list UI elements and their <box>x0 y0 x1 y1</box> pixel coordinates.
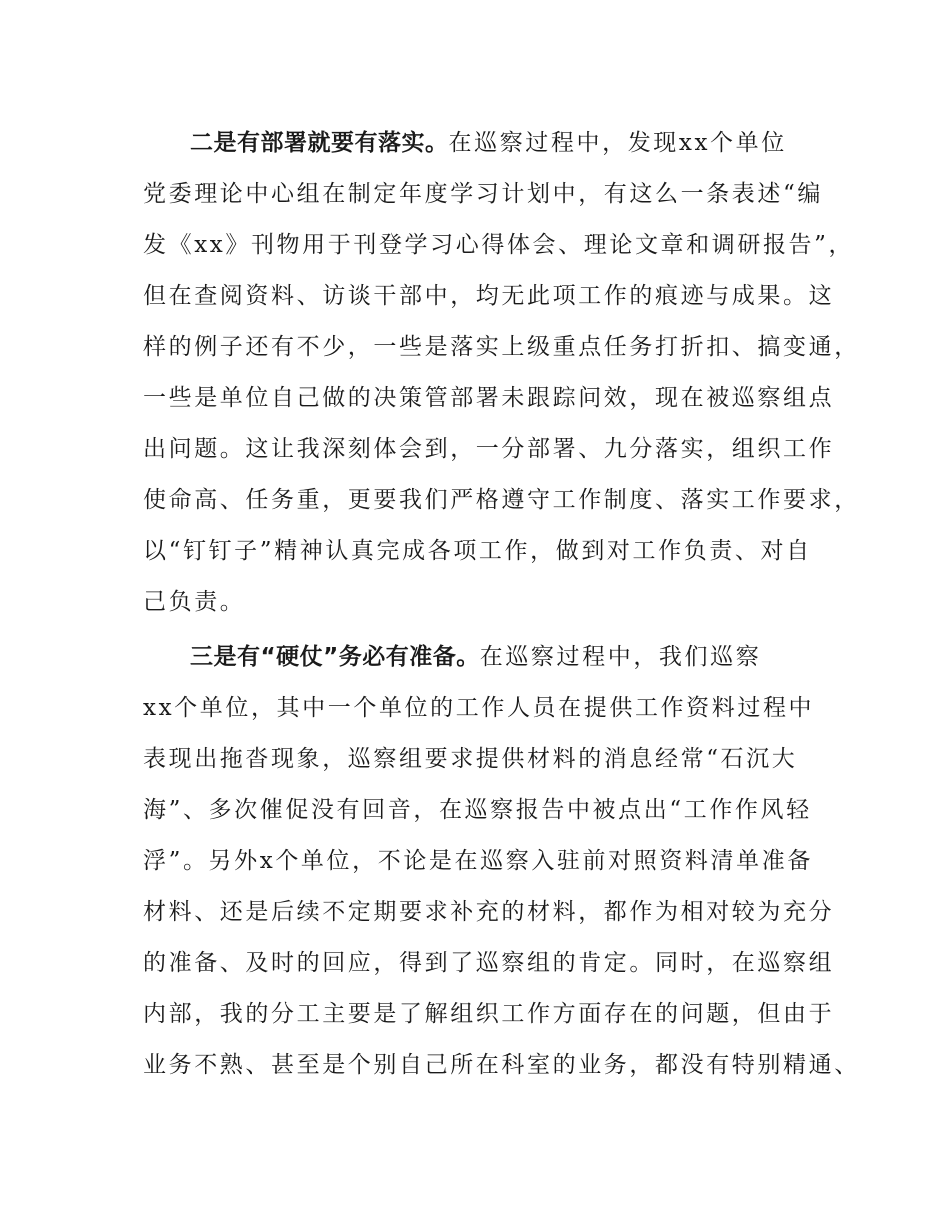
paragraph-line: 以“钉钉子”精神认真完成各项工作，做到对工作负责、对自 <box>143 538 812 564</box>
paragraph-line: 但在查阅资料、访谈干部中，均无此项工作的痕迹与成果。这 <box>143 283 835 309</box>
paragraph-line: 发《xx》刊物用于刊登学习心得体会、理论文章和调研报告”， <box>143 232 855 258</box>
paragraph-line: 己负责。 <box>143 589 246 615</box>
paragraph-first-line <box>143 632 833 683</box>
paragraph-line: 样的例子还有不少，一些是落实上级重点任务打折扣、搞变通， <box>143 334 860 360</box>
paragraph-line: 材料、还是后续不定期要求补充的材料，都作为相对较为充分 <box>143 899 835 925</box>
paragraph-lead-heading: 三是有“硬仗”务必有准备。 <box>190 644 480 670</box>
paragraph-line: 党委理论中心组在制定年度学习计划中，有这么一条表述“编 <box>143 181 823 207</box>
paragraph-line: 使命高、任务重，更要我们严格遵守工作制度、落实工作要求， <box>143 487 860 513</box>
paragraph-line: 出问题。这让我深刻体会到，一分部署、九分落实，组织工作 <box>143 436 835 462</box>
paragraph-lead-heading: 二是有部署就要有落实。 <box>190 130 449 156</box>
paragraph-line: 浮”。另外x个单位，不论是在巡察入驻前对照资料清单准备 <box>143 848 813 874</box>
paragraph-line: 的准备、及时的回应，得到了巡察组的肯定。同时，在巡察组 <box>143 950 835 976</box>
paragraph-line: 内部，我的分工主要是了解组织工作方面存在的问题，但由于 <box>143 1001 835 1027</box>
paragraph-deployment-implementation <box>143 118 860 628</box>
paragraph-hard-battle-preparation <box>143 632 860 1091</box>
paragraph-line: xx个单位，其中一个单位的工作人员在提供工作资料过程中 <box>143 695 815 721</box>
paragraph-line: 业务不熟、甚至是个别自己所在科室的业务，都没有特别精通、 <box>143 1052 860 1078</box>
paragraph-line-text: 在巡察过程中，发现xx个单位 <box>448 130 787 156</box>
paragraph-line: 海”、多次催促没有回音，在巡察报告中被点出“工作作风轻 <box>143 797 812 823</box>
paragraph-line: 表现出拖沓现象，巡察组要求提供材料的消息经常“石沉大 <box>143 746 798 772</box>
paragraph-line: 一些是单位自己做的决策管部署未跟踪问效，现在被巡察组点 <box>143 385 835 411</box>
paragraph-first-line <box>143 118 833 169</box>
paragraph-line-text: 在巡察过程中，我们巡察 <box>479 644 762 670</box>
